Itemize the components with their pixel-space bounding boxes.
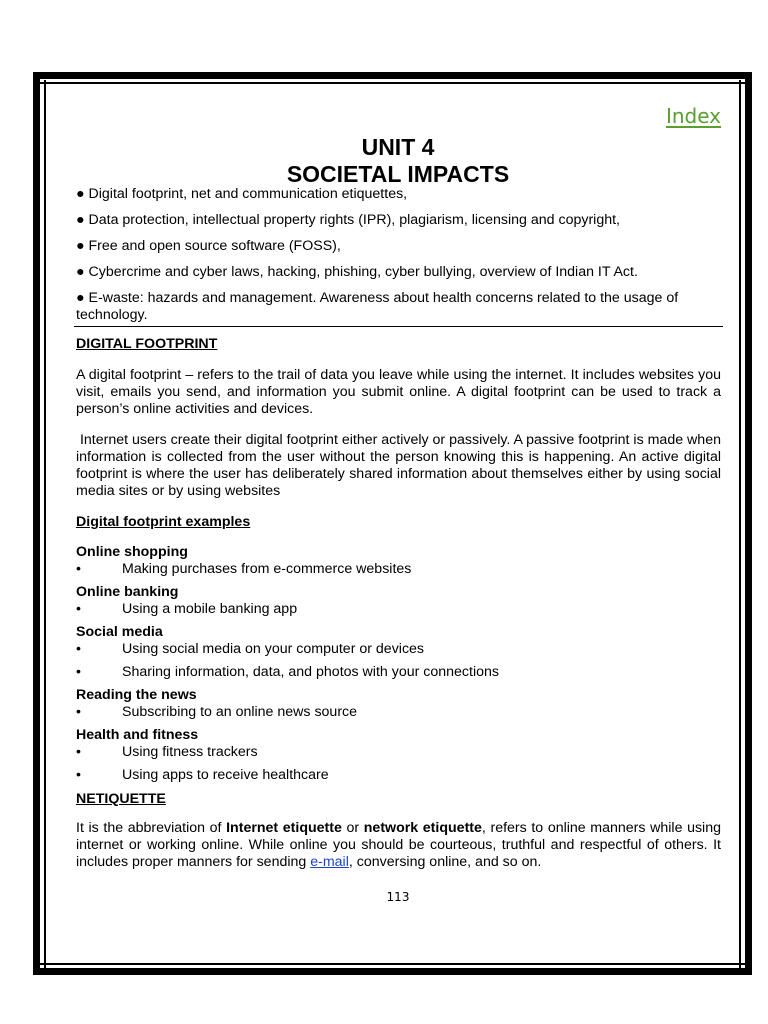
list-item-text: Subscribing to an online news source xyxy=(122,704,358,720)
corner-tr-v xyxy=(745,72,752,92)
example-title: Online banking xyxy=(76,584,179,600)
list-item xyxy=(76,641,721,658)
border-top-thin xyxy=(40,82,750,84)
netiquette-heading: NETIQUETTE xyxy=(76,791,166,807)
list-item-text: Using a mobile banking app xyxy=(122,601,298,617)
unit-subtitle: SOCIETAL IMPACTS xyxy=(286,161,510,187)
page-content xyxy=(76,186,725,871)
list-item xyxy=(76,664,721,681)
unit-title: UNIT 4 xyxy=(361,134,435,160)
border-left-thin xyxy=(44,80,46,970)
border-bottom-thick xyxy=(54,968,744,975)
netiquette-text: , refers to online manners while using internet or working online. While online you should be courteous, truthful and respectful of others. It includes proper manners for sending xyxy=(76,820,721,870)
list-item-text: Using apps to receive healthcare xyxy=(122,767,329,783)
bullet-icon: • xyxy=(76,641,81,657)
bullet-icon: • xyxy=(76,664,81,680)
list-item-text: Using fitness trackers xyxy=(122,744,258,760)
examples-heading: Digital footprint examples xyxy=(76,514,251,530)
netiquette-text: It is the abbreviation of xyxy=(76,820,227,836)
netiquette-text: or xyxy=(341,820,364,836)
example-group-news xyxy=(76,687,721,721)
example-title: Reading the news xyxy=(76,687,197,703)
border-left-thick xyxy=(33,90,40,960)
list-item-text: Sharing information, data, and photos with your connections xyxy=(122,664,499,680)
bullet-icon: • xyxy=(76,744,81,760)
topic-item: ● Digital footprint, net and communication etiquettes, xyxy=(76,186,408,202)
bullet-icon: • xyxy=(76,601,81,617)
border-top-thick xyxy=(54,72,744,79)
list-item-text: Making purchases from e-commerce websites xyxy=(122,561,412,577)
list-item-text: Using social media on your computer or devices xyxy=(122,641,425,657)
bullet-icon: • xyxy=(76,704,81,720)
section-divider xyxy=(74,326,723,327)
corner-br-v xyxy=(745,955,752,975)
list-item xyxy=(76,601,721,618)
index-link[interactable]: Index xyxy=(665,104,721,128)
netiquette-text: , conversing online, and so on. xyxy=(348,854,542,870)
topic-item: ● E-waste: hazards and management. Awareness about health concerns related to the usage of technology. xyxy=(76,290,679,323)
topic-item: ● Free and open source software (FOSS), xyxy=(76,238,341,254)
bullet-icon: • xyxy=(76,561,81,577)
term-network-etiquette: network etiquette xyxy=(363,820,482,836)
digital-footprint-heading: DIGITAL FOOTPRINT xyxy=(76,336,218,352)
list-item xyxy=(76,767,721,784)
border-right-thin xyxy=(739,80,741,970)
topic-item: ● Cybercrime and cyber laws, hacking, phishing, cyber bullying, overview of Indian IT Act. xyxy=(76,264,638,280)
corner-bl-v xyxy=(33,955,40,975)
example-title: Social media xyxy=(76,624,163,640)
example-title: Health and fitness xyxy=(76,727,199,743)
topic-item: ● Data protection, intellectual property rights (IPR), plagiarism, licensing and copyright, xyxy=(76,212,621,228)
example-title: Online shopping xyxy=(76,544,188,560)
example-group-social xyxy=(76,624,721,681)
list-item xyxy=(76,704,721,721)
topic-list xyxy=(76,186,721,324)
corner-tl-v xyxy=(33,72,40,92)
bullet-icon: • xyxy=(76,767,81,783)
netiquette-paragraph xyxy=(76,820,721,871)
email-link[interactable]: e-mail xyxy=(310,854,349,870)
border-right-thick xyxy=(745,90,752,960)
digital-footprint-types: Internet users create their digital footprint either actively or passively. A passive footprint is made when information is collected from the user without the person knowing this is happening. An active digital footprint is where the user has deliberately shared information about themselves either by using social media sites or by using websites xyxy=(76,432,725,499)
border-bottom-thin xyxy=(40,963,750,965)
list-item xyxy=(76,744,721,761)
list-item xyxy=(76,561,721,578)
example-group-health xyxy=(76,727,721,784)
page-number: 113 xyxy=(386,890,410,904)
digital-footprint-definition: A digital footprint – refers to the trail of data you leave while using the internet. It includes websites you visit, emails you send, and information you submit online. A digital footprint can be used to track a person’s online activities and devices. xyxy=(76,367,721,417)
example-group-banking xyxy=(76,584,721,618)
term-internet-etiquette: Internet etiquette xyxy=(226,820,342,836)
example-group-shopping xyxy=(76,544,721,578)
